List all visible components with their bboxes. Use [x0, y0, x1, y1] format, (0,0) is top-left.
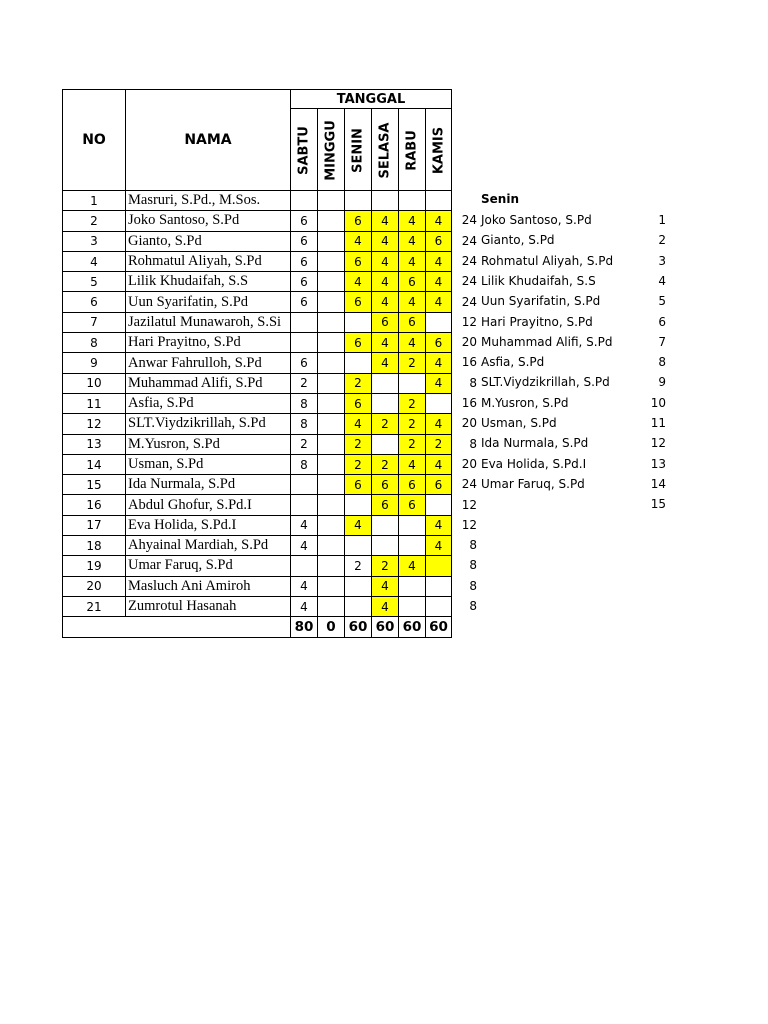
row-number: 15	[63, 475, 126, 495]
cell-rabu	[399, 576, 426, 596]
schedule-table	[62, 89, 452, 638]
cell-sabtu: 4	[291, 536, 318, 556]
cell-selasa: 4	[372, 576, 399, 596]
table-row	[63, 495, 452, 515]
cell-sabtu: 4	[291, 515, 318, 535]
row-number: 16	[63, 495, 126, 515]
table-row	[63, 191, 452, 211]
cell-rabu: 4	[399, 231, 426, 251]
table-row	[63, 454, 452, 474]
cell-rabu	[399, 515, 426, 535]
cell-senin: 4	[345, 414, 372, 434]
cell-sabtu: 2	[291, 373, 318, 393]
header-day-label: SENIN	[350, 128, 366, 173]
row-total	[455, 190, 477, 210]
cell-kamis	[426, 312, 452, 332]
cell-senin: 4	[345, 515, 372, 535]
table-row	[63, 333, 452, 353]
side-entry-index: 3	[658, 253, 666, 268]
side-entry-name: Eva Holida, S.Pd.I	[481, 456, 587, 471]
row-total: 8	[469, 558, 477, 573]
row-name: Asfia, S.Pd	[126, 393, 291, 413]
cell-rabu: 6	[399, 495, 426, 515]
header-day-minggu	[318, 109, 345, 191]
cell-rabu: 4	[399, 251, 426, 271]
cell-rabu	[399, 191, 426, 211]
side-entry-name: Hari Prayitno, S.Pd	[481, 314, 593, 329]
cell-rabu: 2	[399, 393, 426, 413]
cell-senin: 4	[345, 231, 372, 251]
cell-sabtu: 6	[291, 231, 318, 251]
cell-kamis: 6	[426, 231, 452, 251]
row-name: Joko Santoso, S.Pd	[126, 211, 291, 231]
cell-kamis: 4	[426, 211, 452, 231]
row-number: 20	[63, 576, 126, 596]
header-day-sabtu	[291, 109, 318, 191]
cell-sabtu: 2	[291, 434, 318, 454]
cell-senin	[345, 576, 372, 596]
cell-sabtu: 6	[291, 211, 318, 231]
header-day-senin	[345, 109, 372, 191]
cell-kamis: 4	[426, 414, 452, 434]
table-row	[63, 434, 452, 454]
cell-selasa: 6	[372, 495, 399, 515]
cell-sabtu	[291, 556, 318, 576]
row-total: 8	[469, 538, 477, 553]
cell-selasa: 4	[372, 272, 399, 292]
cell-sabtu: 6	[291, 292, 318, 312]
header-nama: NAMA	[126, 90, 291, 191]
row-name: Gianto, S.Pd	[126, 231, 291, 251]
cell-minggu	[318, 211, 345, 231]
table-row	[63, 251, 452, 271]
total-selasa: 60	[372, 617, 399, 637]
side-entry-name: Uun Syarifatin, S.Pd	[481, 294, 601, 309]
cell-selasa: 4	[372, 596, 399, 616]
row-total: 12	[461, 517, 477, 532]
cell-rabu: 2	[399, 434, 426, 454]
cell-sabtu	[291, 495, 318, 515]
cell-sabtu: 6	[291, 251, 318, 271]
table-row	[63, 231, 452, 251]
cell-kamis: 4	[426, 373, 452, 393]
row-name: Muhammad Alifi, S.Pd	[126, 373, 291, 393]
cell-kamis	[426, 495, 452, 515]
side-entry-index: 5	[658, 294, 666, 309]
cell-minggu	[318, 434, 345, 454]
cell-rabu: 6	[399, 312, 426, 332]
cell-senin: 2	[345, 556, 372, 576]
cell-selasa: 4	[372, 353, 399, 373]
cell-kamis: 6	[426, 333, 452, 353]
cell-senin	[345, 353, 372, 373]
cell-kamis: 6	[426, 475, 452, 495]
cell-sabtu	[291, 475, 318, 495]
row-name: Jazilatul Munawaroh, S.Si	[126, 312, 291, 332]
row-name: Uun Syarifatin, S.Pd	[126, 292, 291, 312]
row-number: 10	[63, 373, 126, 393]
cell-sabtu: 4	[291, 576, 318, 596]
cell-rabu	[399, 596, 426, 616]
table-row	[63, 292, 452, 312]
cell-minggu	[318, 191, 345, 211]
cell-rabu: 4	[399, 292, 426, 312]
cell-selasa: 4	[372, 211, 399, 231]
row-name: Masluch Ani Amiroh	[126, 576, 291, 596]
cell-senin: 6	[345, 475, 372, 495]
side-entry-index: 6	[658, 314, 666, 329]
table-row	[63, 475, 452, 495]
row-total: 24	[461, 274, 477, 289]
table-row	[63, 556, 452, 576]
cell-rabu: 4	[399, 454, 426, 474]
cell-selasa: 2	[372, 556, 399, 576]
cell-minggu	[318, 373, 345, 393]
side-entry-name: Joko Santoso, S.Pd	[481, 213, 592, 227]
row-name: Abdul Ghofur, S.Pd.I	[126, 495, 291, 515]
cell-selasa: 2	[372, 414, 399, 434]
cell-kamis: 4	[426, 515, 452, 535]
side-entry-index: 13	[650, 456, 666, 471]
row-number: 3	[63, 231, 126, 251]
cell-minggu	[318, 251, 345, 271]
side-entry-index: 1	[658, 213, 666, 227]
row-total: 8	[469, 599, 477, 613]
side-entry-name: M.Yusron, S.Pd	[481, 395, 569, 410]
row-name: Rohmatul Aliyah, S.Pd	[126, 251, 291, 271]
cell-rabu	[399, 536, 426, 556]
cell-senin	[345, 191, 372, 211]
header-day-rabu	[399, 109, 426, 191]
cell-kamis: 4	[426, 251, 452, 271]
row-number: 21	[63, 596, 126, 616]
cell-selasa: 2	[372, 454, 399, 474]
row-number: 5	[63, 272, 126, 292]
cell-senin	[345, 596, 372, 616]
row-number: 4	[63, 251, 126, 271]
side-entry-name: Umar Faruq, S.Pd	[481, 476, 585, 491]
cell-minggu	[318, 272, 345, 292]
side-entry-name: Gianto, S.Pd	[481, 233, 555, 248]
row-total: 20	[461, 335, 477, 350]
row-number: 18	[63, 536, 126, 556]
row-total: 20	[461, 416, 477, 431]
table-row	[63, 576, 452, 596]
table-row	[63, 312, 452, 332]
total-sabtu: 80	[291, 617, 318, 637]
cell-senin	[345, 312, 372, 332]
header-day-kamis	[426, 109, 452, 191]
cell-sabtu: 8	[291, 414, 318, 434]
cell-kamis	[426, 556, 452, 576]
cell-minggu	[318, 353, 345, 373]
row-number: 2	[63, 211, 126, 231]
row-number: 8	[63, 333, 126, 353]
cell-minggu	[318, 393, 345, 413]
cell-rabu: 4	[399, 556, 426, 576]
row-total: 24	[461, 253, 477, 268]
cell-senin: 6	[345, 251, 372, 271]
side-entry-index: 7	[658, 334, 666, 349]
row-name: Eva Holida, S.Pd.I	[126, 515, 291, 535]
cell-senin: 4	[345, 272, 372, 292]
cell-kamis: 4	[426, 454, 452, 474]
cell-minggu	[318, 414, 345, 434]
side-entry-name: Rohmatul Aliyah, S.Pd	[481, 253, 614, 268]
table-row	[63, 596, 452, 616]
row-name: Anwar Fahrulloh, S.Pd	[126, 353, 291, 373]
side-entry-index: 15	[650, 497, 666, 512]
row-number: 17	[63, 515, 126, 535]
cell-selasa	[372, 393, 399, 413]
cell-minggu	[318, 475, 345, 495]
table-row	[63, 393, 452, 413]
side-entry-index: 11	[650, 416, 666, 430]
cell-kamis	[426, 596, 452, 616]
header-no: NO	[63, 90, 126, 191]
cell-sabtu: 8	[291, 393, 318, 413]
row-number: 6	[63, 292, 126, 312]
cell-senin: 2	[345, 434, 372, 454]
side-entry-index: 8	[658, 355, 666, 370]
total-kamis: 60	[426, 617, 452, 637]
cell-minggu	[318, 495, 345, 515]
row-total: 12	[461, 497, 477, 512]
cell-selasa: 6	[372, 312, 399, 332]
side-entry-index: 9	[658, 375, 666, 390]
cell-sabtu: 8	[291, 454, 318, 474]
header-day-label: KAMIS	[431, 126, 446, 175]
cell-minggu	[318, 333, 345, 353]
table-row	[63, 515, 452, 535]
header-day-label: RABU	[404, 130, 420, 171]
row-total: 16	[461, 355, 477, 370]
cell-senin	[345, 495, 372, 515]
cell-kamis: 4	[426, 292, 452, 312]
row-name: Hari Prayitno, S.Pd	[126, 333, 291, 353]
cell-minggu	[318, 536, 345, 556]
cell-selasa: 6	[372, 475, 399, 495]
cell-selasa	[372, 536, 399, 556]
cell-minggu	[318, 231, 345, 251]
side-entry-name: Usman, S.Pd	[481, 416, 557, 430]
side-entry-index: 4	[658, 273, 666, 288]
row-name: Lilik Khudaifah, S.S	[126, 272, 291, 292]
header-day-label: SABTU	[296, 126, 312, 175]
cell-minggu	[318, 454, 345, 474]
row-total: 8	[469, 375, 477, 390]
cell-selasa: 4	[372, 231, 399, 251]
cell-kamis: 4	[426, 353, 452, 373]
side-entry-name: SLT.Viydzikrillah, S.Pd	[481, 375, 610, 390]
header-tanggal: TANGGAL	[291, 90, 452, 109]
row-total: 24	[461, 477, 477, 492]
row-number: 13	[63, 434, 126, 454]
row-number: 7	[63, 312, 126, 332]
row-number: 14	[63, 454, 126, 474]
cell-minggu	[318, 312, 345, 332]
cell-selasa: 4	[372, 292, 399, 312]
cell-rabu: 4	[399, 211, 426, 231]
row-number: 19	[63, 556, 126, 576]
cell-minggu	[318, 556, 345, 576]
cell-selasa: 4	[372, 333, 399, 353]
cell-rabu: 4	[399, 333, 426, 353]
side-entry-index: 14	[650, 476, 666, 491]
row-name: Ahyainal Mardiah, S.Pd	[126, 536, 291, 556]
cell-rabu: 2	[399, 353, 426, 373]
cell-minggu	[318, 515, 345, 535]
total-senin: 60	[345, 617, 372, 637]
row-number: 11	[63, 393, 126, 413]
side-entry-name: Ida Nurmala, S.Pd	[481, 436, 589, 451]
total-rabu: 60	[399, 617, 426, 637]
header-day-selasa	[372, 109, 399, 191]
row-name: Zumrotul Hasanah	[126, 596, 291, 616]
cell-sabtu	[291, 191, 318, 211]
row-number: 1	[63, 191, 126, 211]
cell-rabu: 6	[399, 272, 426, 292]
row-total: 24	[461, 294, 477, 309]
row-name: Ida Nurmala, S.Pd	[126, 475, 291, 495]
row-name: M.Yusron, S.Pd	[126, 434, 291, 454]
cell-rabu: 6	[399, 475, 426, 495]
table-row	[63, 353, 452, 373]
side-entry-name: Asfia, S.Pd	[481, 355, 545, 370]
row-number: 12	[63, 414, 126, 434]
cell-minggu	[318, 576, 345, 596]
row-total: 8	[469, 578, 477, 593]
cell-senin: 2	[345, 454, 372, 474]
row-total: 12	[461, 314, 477, 329]
row-name: Umar Faruq, S.Pd	[126, 556, 291, 576]
side-entry-index: 10	[650, 395, 666, 410]
cell-kamis: 4	[426, 272, 452, 292]
table-row	[63, 211, 452, 231]
header-day-label: MINGGU	[323, 120, 339, 181]
cell-sabtu: 6	[291, 353, 318, 373]
row-total: 16	[461, 396, 477, 410]
row-name: Masruri, S.Pd., M.Sos.	[126, 191, 291, 211]
totals-row	[63, 617, 452, 637]
cell-kamis	[426, 393, 452, 413]
cell-kamis: 2	[426, 434, 452, 454]
cell-kamis: 4	[426, 536, 452, 556]
row-total: 8	[469, 436, 477, 451]
cell-senin: 6	[345, 211, 372, 231]
table-row	[63, 272, 452, 292]
cell-selasa	[372, 515, 399, 535]
cell-minggu	[318, 596, 345, 616]
total-minggu: 0	[318, 617, 345, 637]
cell-selasa	[372, 373, 399, 393]
cell-senin: 6	[345, 393, 372, 413]
row-total: 20	[461, 456, 477, 471]
cell-selasa: 4	[372, 251, 399, 271]
cell-senin: 6	[345, 292, 372, 312]
row-total: 24	[461, 233, 477, 248]
row-name: Usman, S.Pd	[126, 454, 291, 474]
row-number: 9	[63, 353, 126, 373]
row-total: 24	[461, 213, 477, 228]
totals-blank	[63, 617, 291, 637]
side-entry-index: 2	[658, 233, 666, 248]
side-entry-index: 12	[650, 436, 666, 451]
cell-sabtu: 4	[291, 596, 318, 616]
table-row	[63, 373, 452, 393]
side-entry-name: Lilik Khudaifah, S.S	[481, 273, 596, 288]
side-title: Senin	[481, 192, 519, 206]
cell-selasa	[372, 434, 399, 454]
cell-minggu	[318, 292, 345, 312]
cell-kamis	[426, 576, 452, 596]
cell-sabtu	[291, 312, 318, 332]
cell-sabtu: 6	[291, 272, 318, 292]
cell-sabtu	[291, 333, 318, 353]
cell-selasa	[372, 191, 399, 211]
cell-senin: 2	[345, 373, 372, 393]
cell-rabu	[399, 373, 426, 393]
table-row	[63, 536, 452, 556]
row-name: SLT.Viydzikrillah, S.Pd	[126, 414, 291, 434]
table-row	[63, 414, 452, 434]
cell-senin	[345, 536, 372, 556]
cell-senin: 6	[345, 333, 372, 353]
cell-kamis	[426, 191, 452, 211]
side-entry-name: Muhammad Alifi, S.Pd	[481, 334, 613, 349]
cell-rabu: 2	[399, 414, 426, 434]
header-day-label: SELASA	[377, 122, 393, 179]
